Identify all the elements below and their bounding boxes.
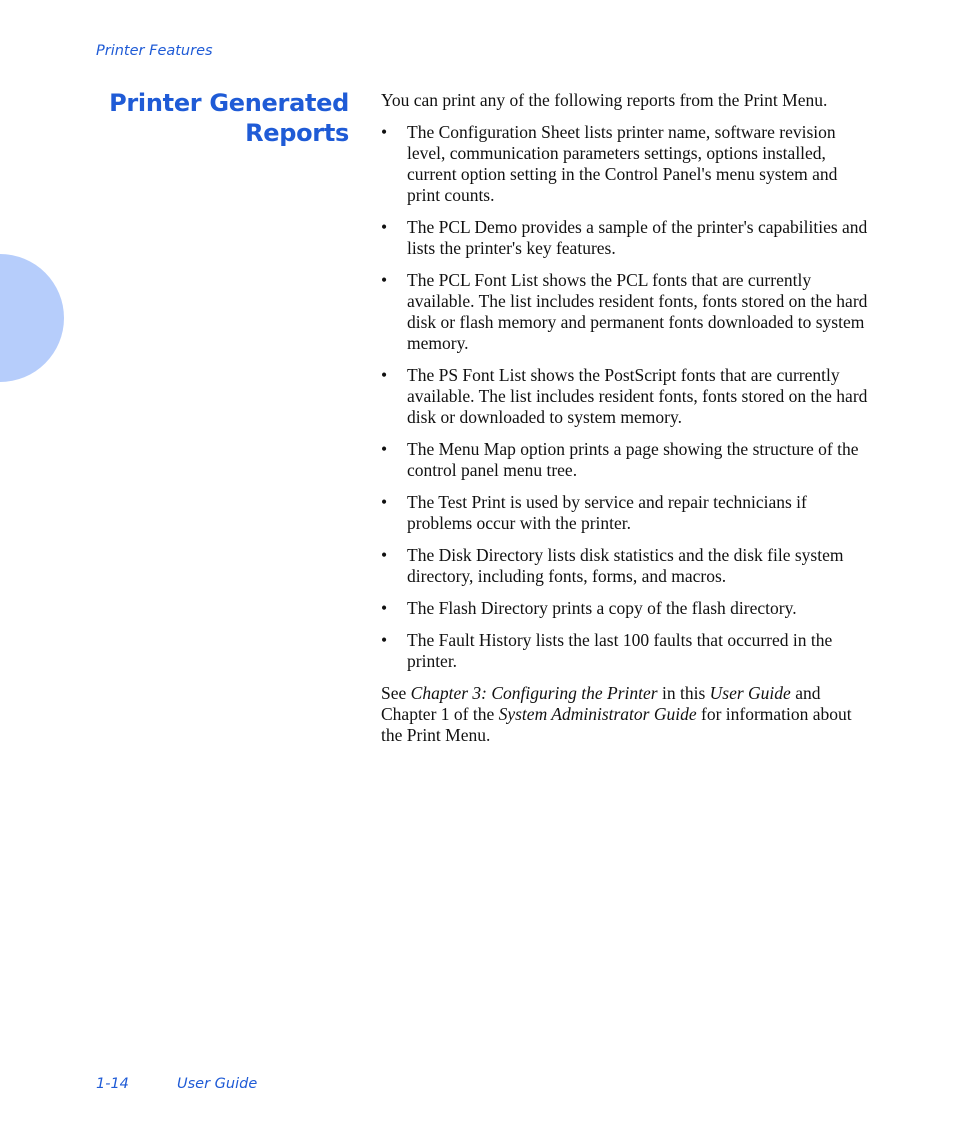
list-item-text: The PCL Font List shows the PCL fonts that are currently available. The list includes resident fonts, fonts stored on the hard disk or flash memory and permanent fonts downloaded to system memory. bbox=[407, 270, 868, 353]
bullet-icon: • bbox=[381, 217, 388, 237]
list-item bbox=[381, 217, 871, 259]
list-item bbox=[381, 492, 871, 534]
list-item-text: The PCL Demo provides a sample of the printer's capabilities and lists the printer's key features. bbox=[407, 217, 868, 258]
section-title bbox=[89, 88, 349, 148]
footer-guide-name: User Guide bbox=[177, 1076, 258, 1092]
closing-text-3: and Chapter 1 of the bbox=[381, 683, 821, 724]
list-item-text: The Configuration Sheet lists printer name, software revision level, communication parameters settings, options installed, current option setting in the Control Panel's menu system and print counts. bbox=[407, 122, 838, 205]
bullet-icon: • bbox=[381, 439, 388, 459]
list-item-text: The Fault History lists the last 100 faults that occurred in the printer. bbox=[407, 630, 833, 671]
list-item bbox=[381, 439, 871, 481]
section-title-line-1: Printer Generated bbox=[109, 89, 349, 117]
list-item-text: The PS Font List shows the PostScript fonts that are currently available. The list includes resident fonts, fonts stored on the hard disk or downloaded to system memory. bbox=[407, 365, 868, 427]
closing-paragraph bbox=[381, 683, 871, 746]
list-item bbox=[381, 630, 871, 672]
list-item bbox=[381, 365, 871, 428]
bullet-icon: • bbox=[381, 598, 388, 618]
intro-paragraph: You can print any of the following reports from the Print Menu. bbox=[381, 90, 828, 110]
bullet-icon: • bbox=[381, 630, 388, 650]
user-guide-reference: User Guide bbox=[709, 683, 791, 703]
bullet-icon: • bbox=[381, 545, 388, 565]
admin-guide-reference: System Administrator Guide bbox=[498, 704, 697, 724]
bullet-icon: • bbox=[381, 122, 388, 142]
closing-text-1: See bbox=[381, 683, 411, 703]
bullet-icon: • bbox=[381, 365, 388, 385]
closing-text-4: for information about the Print Menu. bbox=[381, 704, 852, 745]
section-title-line-2: Reports bbox=[245, 119, 349, 147]
body-column bbox=[381, 90, 871, 746]
list-item bbox=[381, 270, 871, 354]
list-item bbox=[381, 598, 871, 619]
list-item-text: The Menu Map option prints a page showing the structure of the control panel menu tree. bbox=[407, 439, 859, 480]
bullet-icon: • bbox=[381, 492, 388, 512]
bullet-icon: • bbox=[381, 270, 388, 290]
list-item-text: The Test Print is used by service and repair technicians if problems occur with the printer. bbox=[407, 492, 807, 533]
page-number: 1-14 bbox=[96, 1076, 129, 1092]
list-item bbox=[381, 545, 871, 587]
list-item-text: The Flash Directory prints a copy of the flash directory. bbox=[407, 598, 797, 618]
closing-text-2: in this bbox=[657, 683, 710, 703]
list-item bbox=[381, 122, 871, 206]
report-list bbox=[381, 122, 871, 672]
chapter-thumb-tab bbox=[0, 254, 64, 382]
chapter-reference: Chapter 3: Configuring the Printer bbox=[410, 683, 658, 703]
list-item-text: The Disk Directory lists disk statistics and the disk file system directory, including fonts, forms, and macros. bbox=[407, 545, 844, 586]
running-header-title: Printer Features bbox=[96, 43, 213, 59]
